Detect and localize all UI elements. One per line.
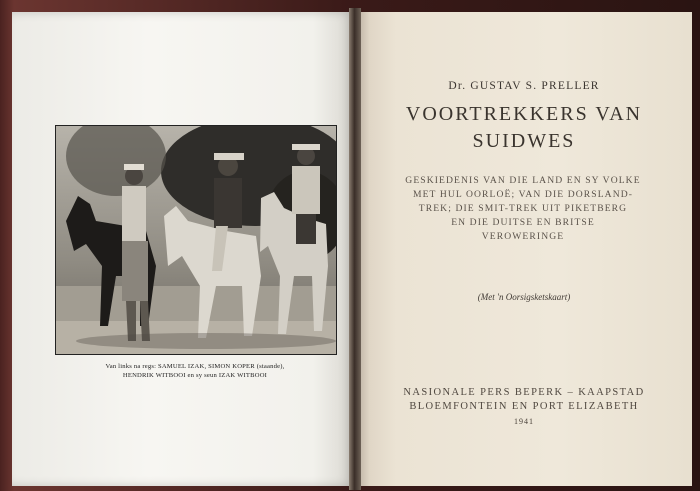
subtitle-line-4: EN DIE DUITSE EN BRITSE: [451, 217, 595, 228]
publisher-info: [356, 386, 692, 414]
photo-caption: [55, 362, 335, 380]
photo-illustration: [56, 126, 336, 354]
publisher-line-1: NASIONALE PERS BEPERK – KAAPSTAD: [403, 387, 645, 398]
title-line-2: SUIDWES: [472, 130, 576, 152]
subtitle-line-2: MET HUL OORLOË; VAN DIE DORSLAND-: [412, 189, 634, 200]
caption-line-1: Van links na regs: SAMUEL IZAK, SIMON KOPER (staande),: [105, 363, 285, 370]
title-line-1: VOORTREKKERS VAN: [405, 103, 643, 125]
subtitle-line-3: TREK; DIE SMIT-TREK UIT PIKETBERG: [418, 203, 628, 214]
book-title: [356, 101, 692, 155]
caption-line-2: HENDRIK WITBOOI en sy seun IZAK WITBOOI: [122, 372, 268, 379]
publisher-line-2: BLOEMFONTEIN EN PORT ELIZABETH: [409, 401, 639, 412]
map-note: (Met 'n Oorsigsketskaart): [477, 292, 571, 302]
author-name: Dr. GUSTAV S. PRELLER: [448, 80, 600, 92]
publication-year: 1941: [514, 417, 534, 426]
frontispiece-photo: [55, 125, 337, 355]
book-subtitle: [388, 174, 658, 244]
subtitle-line-5: VEROWERINGE: [481, 231, 565, 242]
subtitle-line-1: GESKIEDENIS VAN DIE LAND EN SY VOLKE: [405, 175, 641, 186]
